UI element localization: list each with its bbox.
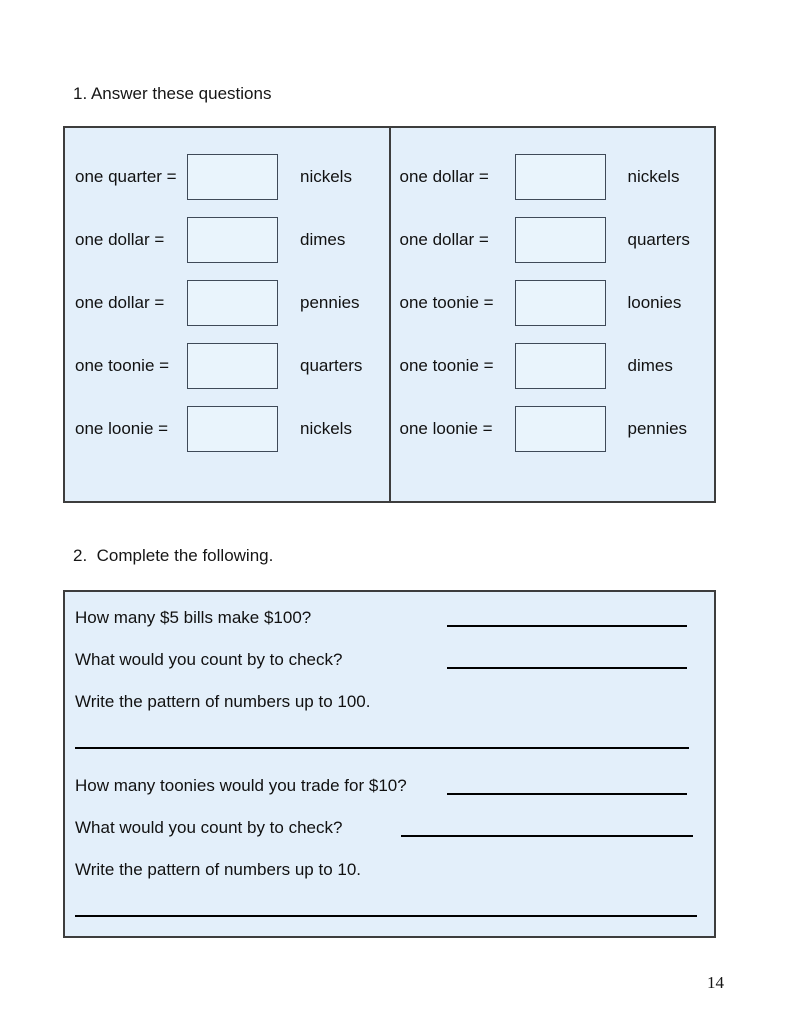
question-row [65, 681, 714, 723]
conversion-row [391, 145, 715, 208]
row-label: one quarter = [75, 166, 177, 186]
answer-box[interactable] [187, 406, 278, 452]
conversion-row [65, 334, 389, 397]
question-text: How many toonies would you trade for $10? [75, 776, 407, 795]
conversion-row [391, 334, 715, 397]
answer-line[interactable] [447, 651, 687, 669]
conversion-table [63, 126, 716, 503]
conversion-row [391, 208, 715, 271]
conversion-row [391, 397, 715, 460]
question-text: What would you count by to check? [75, 818, 343, 837]
conversion-column-left [65, 128, 389, 501]
conversion-row [65, 271, 389, 334]
conversion-row [391, 271, 715, 334]
question-text: What would you count by to check? [75, 650, 343, 669]
answer-box[interactable] [187, 280, 278, 326]
row-unit: dimes [627, 355, 673, 375]
fill-in-panel [63, 590, 716, 938]
row-unit: nickels [300, 418, 352, 438]
question-row [65, 807, 714, 849]
answer-box[interactable] [515, 280, 606, 326]
answer-line-row [65, 891, 714, 933]
row-label: one loonie = [75, 418, 169, 438]
page-number: 14 [707, 973, 724, 992]
section1-heading: 1. Answer these questions [73, 84, 272, 103]
question-row [65, 597, 714, 639]
answer-box[interactable] [515, 154, 606, 200]
question-row [65, 849, 714, 891]
answer-box[interactable] [515, 217, 606, 263]
row-unit: quarters [300, 355, 363, 375]
conversion-row [65, 397, 389, 460]
conversion-column-right [389, 128, 715, 501]
answer-line[interactable] [447, 609, 687, 627]
row-unit: pennies [627, 418, 688, 438]
row-label: one dollar = [399, 229, 489, 249]
row-unit: quarters [627, 229, 690, 249]
row-label: one dollar = [75, 292, 165, 312]
question-text: Write the pattern of numbers up to 100. [75, 692, 371, 711]
row-label: one loonie = [399, 418, 493, 438]
question-text: How many $5 bills make $100? [75, 608, 312, 627]
conversion-row [65, 208, 389, 271]
row-unit: pennies [300, 292, 360, 312]
row-unit: nickels [300, 166, 352, 186]
answer-box[interactable] [515, 343, 606, 389]
question-row [65, 765, 714, 807]
row-label: one toonie = [399, 355, 494, 375]
conversion-row [65, 145, 389, 208]
question-row [65, 639, 714, 681]
answer-line[interactable] [447, 777, 687, 795]
row-unit: dimes [300, 229, 346, 249]
answer-box[interactable] [187, 154, 278, 200]
row-label: one toonie = [399, 292, 494, 312]
answer-line[interactable] [401, 819, 693, 837]
row-unit: nickels [627, 166, 680, 186]
answer-box[interactable] [187, 343, 278, 389]
answer-line[interactable] [75, 907, 697, 917]
answer-line[interactable] [75, 739, 689, 749]
question-text: Write the pattern of numbers up to 10. [75, 860, 362, 879]
row-unit: loonies [627, 292, 682, 312]
answer-box[interactable] [187, 217, 278, 263]
row-label: one toonie = [75, 355, 170, 375]
row-label: one dollar = [75, 229, 165, 249]
row-label: one dollar = [399, 166, 489, 186]
answer-box[interactable] [515, 406, 606, 452]
answer-line-row [65, 723, 714, 765]
section2-heading: 2. Complete the following. [73, 546, 274, 565]
